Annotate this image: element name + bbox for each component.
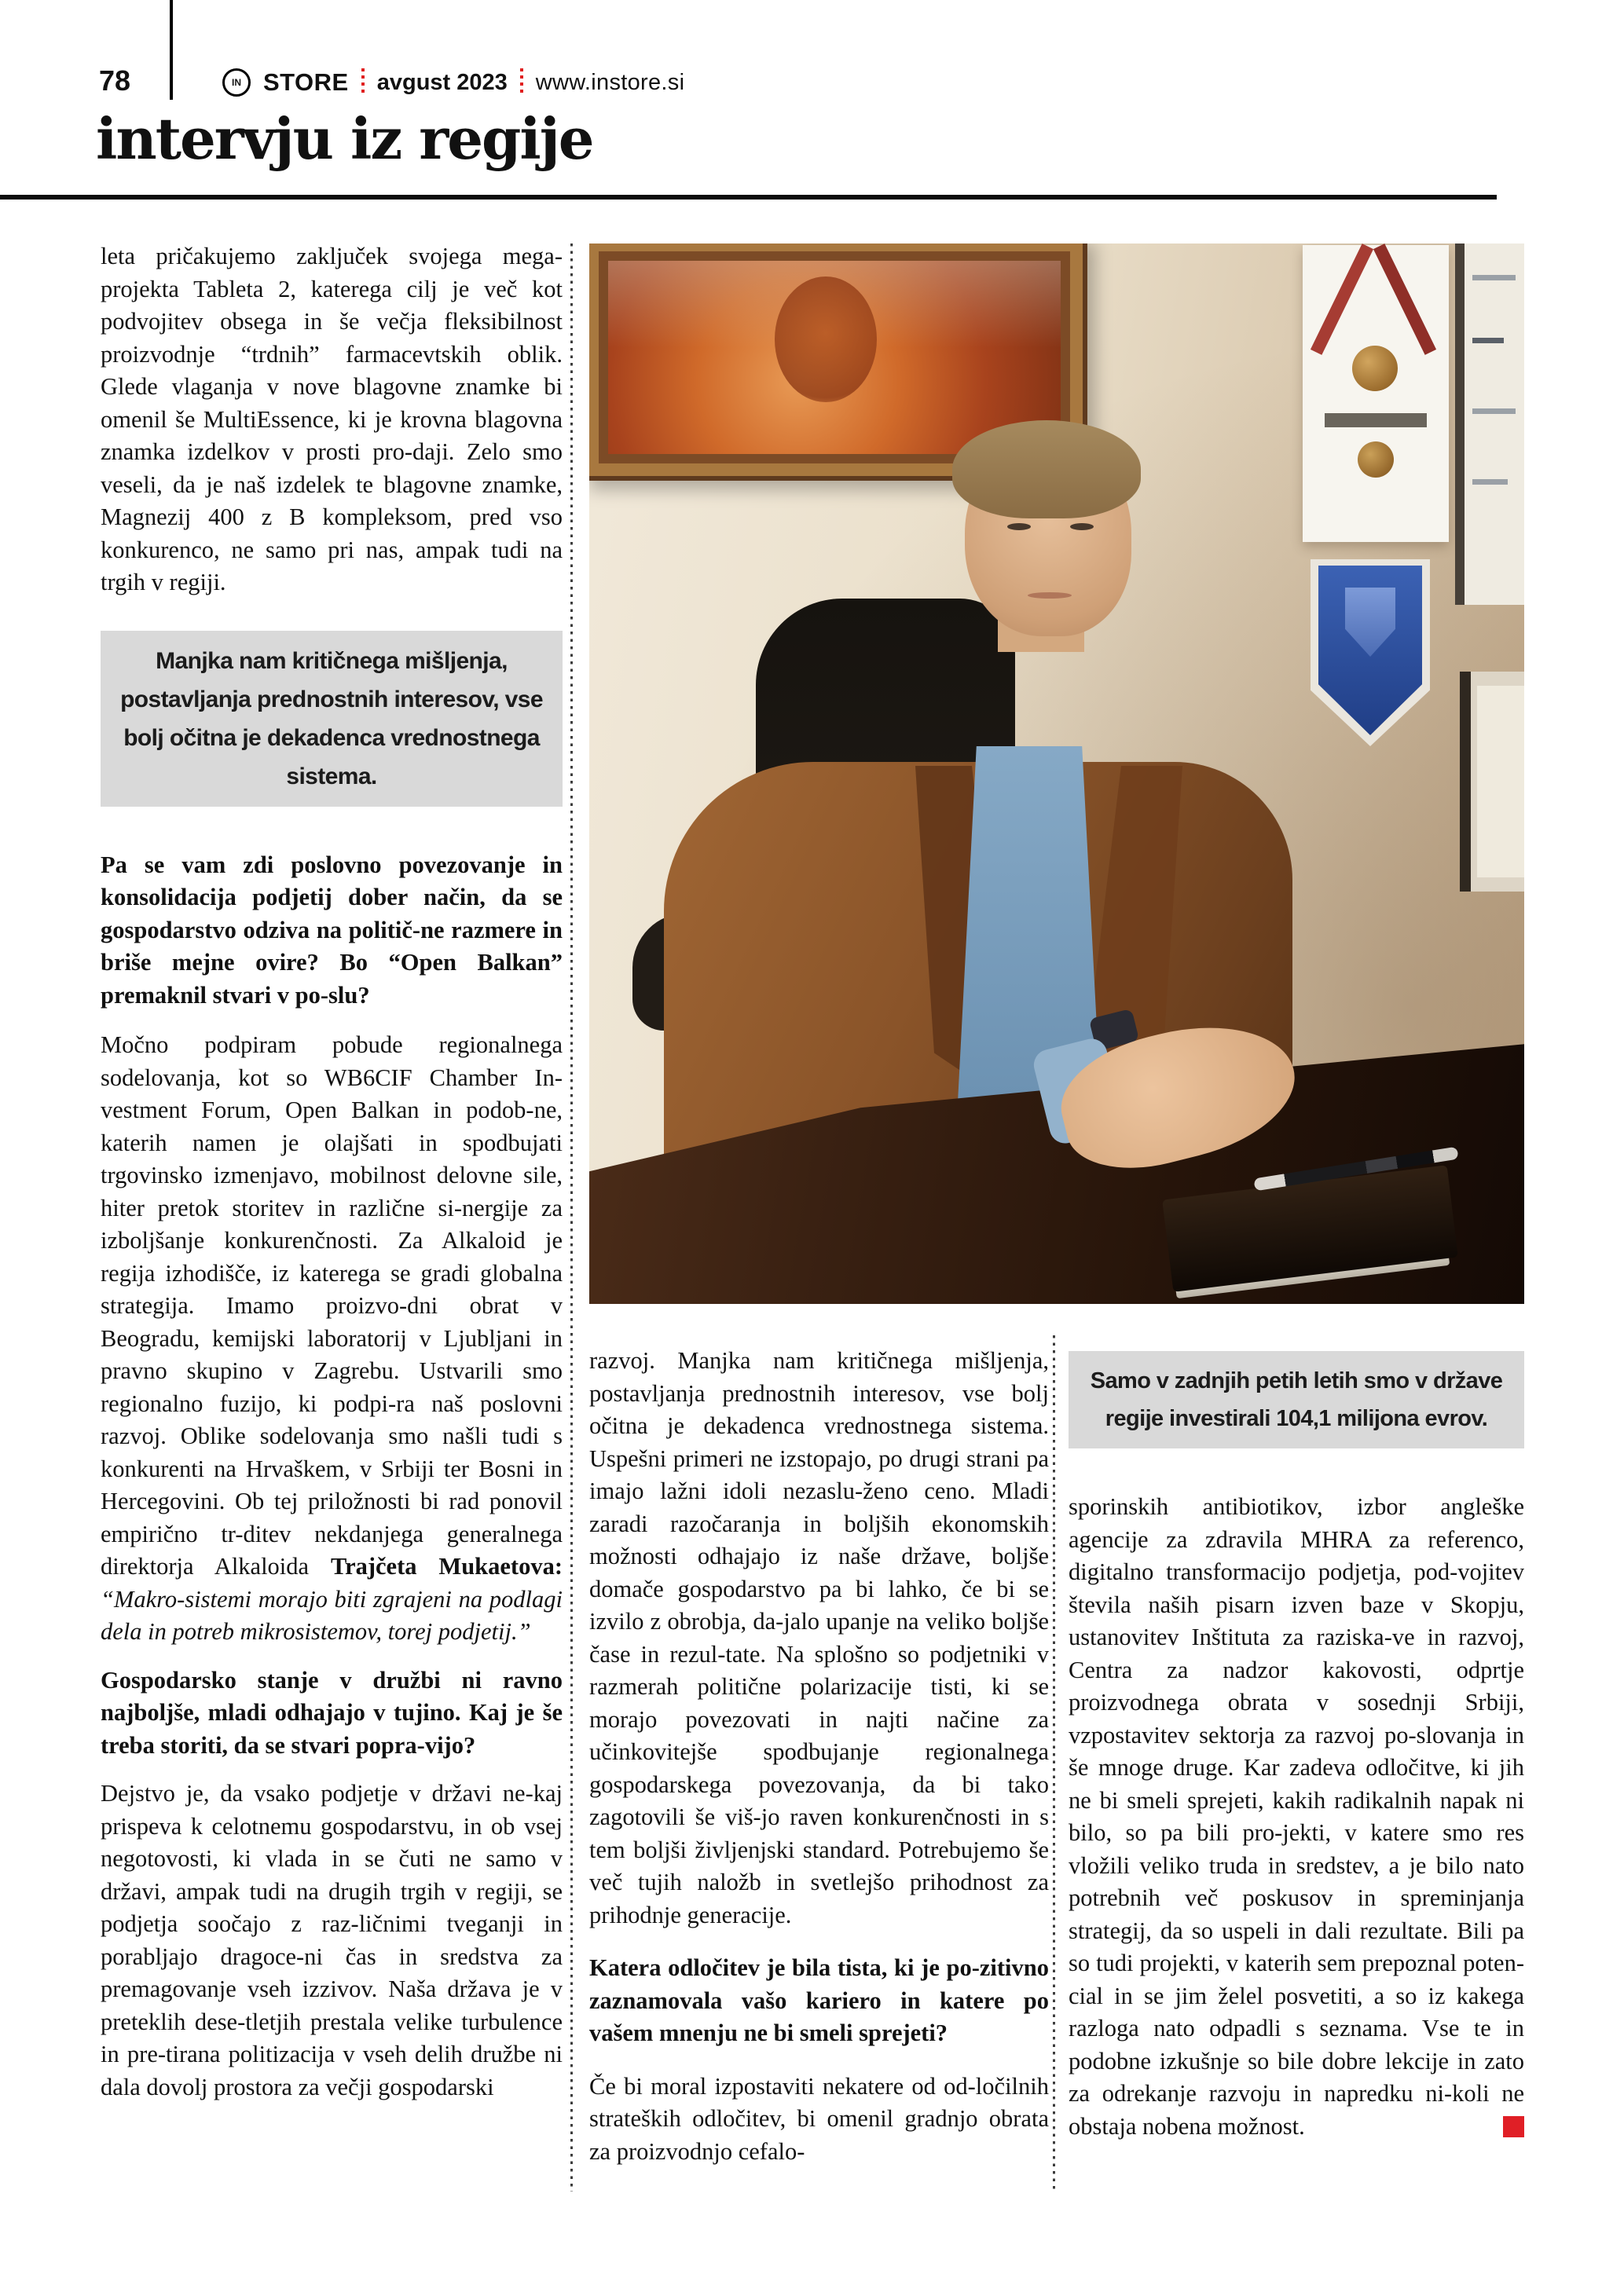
man-eye <box>1007 523 1031 530</box>
man-mouth <box>1028 592 1072 599</box>
paragraph-text: sporinskih antibiotikov, izbor angleške agencije za zdravila MHRA za referenco, digitalno transformacijo podjetja, pod-vojitev števila naših pisarn izven baze v Skopju, ustanovitev Inštituta za raziska-ve in razvoj, Centra za nadzor kakovosti, odprtje proizvodnega obrata v sosednji Srbiji, vzpostavitev sektorja za razvoj po-slovanja in še mnoge druge. Kar zadeva odločitve, ki jih ne bi smeli sprejeti, kakih radikalnih napak ni bilo, so pa bili pro-jekti, v katere smo res vložili veliko truda in sredstev, a je bilo nato potrebnih več poskusov in spreminjanja strategij, da so uspeli in dali rezultate. Bili pa so tudi projekti, v katerih sem prepoznal poten-cial in se jim želel posvetiti, a so iz kakega razloga nato odpadli s seznama. Vse te in podobne izkušnje so bile dobre lekcije in zato za odrekanje razvoju in napredku ni-koli ne obstaja nobena možnost. <box>1069 1493 1524 2140</box>
certificate-paper <box>1477 686 1524 877</box>
inline-quote: “Makro-sistemi morajo biti zgrajeni na podlagi dela in potreb mikrosistemov, torej podjetij.” <box>101 1585 563 1645</box>
man-eye <box>1070 523 1094 530</box>
pull-quote-text: Manjka nam kritičnega mišljenja, postavljanja prednostnih interesov, vse bolj očitna je dekadenca vrednostnega sistema. <box>120 647 543 789</box>
masthead <box>222 68 684 97</box>
body-paragraph: leta pričakujemo zaključek svojega mega-projekta Tableta 2, katerega cilj je več kot podvojitev obsega in še večja fleksibilnost proizvodnje “trdnih” farmacevtskih oblik. Glede vlaganja v nove blagovne znamke bi omenil še MultiEssence, ki je krovna blagovna znamka izdelkov v prosti pro-daji. Zelo smo veseli, da je naš izdelek te blagovne znamke, Magnezij 400 z B kompleksom, pred vso konkurenco, ne samo pri nas, ampak tudi na trgih v regiji. <box>101 243 563 595</box>
painting-figure <box>775 276 877 402</box>
body-paragraph <box>1069 1491 1524 2143</box>
certificate-text-line <box>1472 408 1516 414</box>
interview-question: Pa se vam zdi poslovno povezovanje in konsolidacija podjetij dober način, da se gospodarstvo odziva na politič-ne razmere in briše mejne ovire? Bo “Open Balkan” premaknil stvari v po-slu? <box>101 851 563 1009</box>
section-title: intervju iz regije <box>96 105 593 172</box>
certificate-text-line <box>1472 338 1504 343</box>
paragraph-text: Močno podpiram pobude regionalnega sodelovanja, kot so WB6CIF Chamber In-vestment Forum, Open Balkan in podob-ne, katerih namen je olajšati in spodbujati trgovinsko izmenjavo, mobilnost delovne sile, hiter pretok storitev in različne si-nergije za izboljšanje konkurenčnosti. Za Alkaloid je regija izhodišče, iz katerega se gradi globalna strategija. Imamo proizvo-dni obrat v Beogradu, kemijski laboratorij v Ljubljani in pravno skupino v Zagrebu. Ustvarili smo regionalno fuzijo, ki podpi-ra naš poslovni razvoj. Oblike sodelovanja smo našli tudi s konkurenti na Hrvaškem, v Srbiji ter Bosni in Hercegovini. Ob tej priložnosti bi rad ponovil empirično tr-ditev nekdanjega generalnega direktorja Alkaloida <box>101 1031 563 1580</box>
award-display-panel <box>1303 245 1449 542</box>
column-2 <box>589 1345 1049 2168</box>
red-dotted-separator-icon <box>361 68 365 97</box>
header-divider-line <box>170 0 173 100</box>
column-separator <box>570 244 573 2192</box>
pull-quote-box <box>101 631 563 807</box>
body-paragraph <box>101 1029 563 1649</box>
title-rule <box>0 195 1497 200</box>
medal-ribbon-icon <box>1311 244 1373 355</box>
certificate-text-line <box>1472 479 1508 485</box>
framed-certificate <box>1455 244 1524 605</box>
certificate-text-line <box>1472 275 1516 280</box>
pull-quote-text: Samo v zadnjih petih letih smo v države regije investirali 104,1 milijona evrov. <box>1090 1368 1503 1431</box>
column-1 <box>101 240 563 2104</box>
medal-ribbon-icon <box>1373 244 1436 355</box>
instore-logo-icon: IN <box>222 68 251 97</box>
medal-icon <box>1358 441 1394 478</box>
body-paragraph: razvoj. Manjka nam kritičnega mišljenja, postavljanja prednostnih interesov, vse bolj očitna je dekadenca vrednostnega sistema. Uspešni primeri ne izstopajo, po drugi strani pa imajo lažni idoli nezaslu-ženo ceno. Mladi zaradi razočaranja in boljših ekonomskih možnosti odhajajo iz naše države, boljše domače gospodarstvo pa bi lahko, če bi se izvilo z obrobja, da-jalo upanje na veliko boljše čase in rezul-tate. Na splošno so podjetniki v razmerah politične polarizacije tisti, ki se morajo povezovati in najti načine za učinkovitejše spodbujanje regionalnega gospodarskega povezovanja, da bi tako zagotovili še viš-jo raven konkurenčnosti in s tem boljši življenjski standard. Potrebujemo še več tujih naložb in svetlejšo prihodnost za prihodnje generacije. <box>589 1347 1049 1928</box>
magazine-name: STORE <box>263 68 349 96</box>
body-paragraph: Če bi moral izpostaviti nekatere od od-ločilnih strateških odločitev, bi omenil gradnjo obrata za proizvodnjo cefalo- <box>589 2072 1049 2165</box>
red-dotted-separator-icon <box>520 68 523 97</box>
award-plate <box>1325 413 1427 427</box>
man-hair <box>952 420 1141 518</box>
interview-question: Katera odločitev je bila tista, ki je po-zitivno zaznamovala vašo kariero in katere po vašem mnenju ne bi smeli sprejeti? <box>589 1954 1049 2046</box>
person-name: Trajčeta Mukaetova: <box>331 1553 563 1580</box>
medal-icon <box>1352 346 1398 391</box>
column-3 <box>1069 1335 1524 2143</box>
interview-question: Gospodarsko stanje v družbi ni ravno najboljše, mladi odhajajo v tujino. Kaj je še treba storiti, da se stvari popra-vijo? <box>101 1666 563 1759</box>
page-number: 78 <box>99 64 131 97</box>
website-url: www.instore.si <box>535 69 685 95</box>
body-paragraph: Dejstvo je, da vsako podjetje v državi ne-kaj prispeva k celotnemu gospodarstvu, in ob vsej negotovosti, ki vlada in se čuti ne samo v državi, ampak tudi na drugih trgih v regiji, se podjetja soočajo z raz-ličnimi tveganji in porabljajo dragoce-ni čas in sredstva za premagovanje vseh izzivov. Naša država je v preteklih dese-tletjih prestala velike turbulence in pre-tirana politizacija v vseh delih družbe ni dala dovolj prostora za večji gospodarski <box>101 1780 563 2100</box>
issue-date: avgust 2023 <box>376 69 508 95</box>
column-separator <box>1053 1335 1055 2193</box>
article-end-mark <box>1503 2116 1524 2137</box>
framed-certificate <box>1460 672 1524 892</box>
interview-photo <box>589 244 1524 1304</box>
pull-quote-box <box>1069 1351 1524 1448</box>
